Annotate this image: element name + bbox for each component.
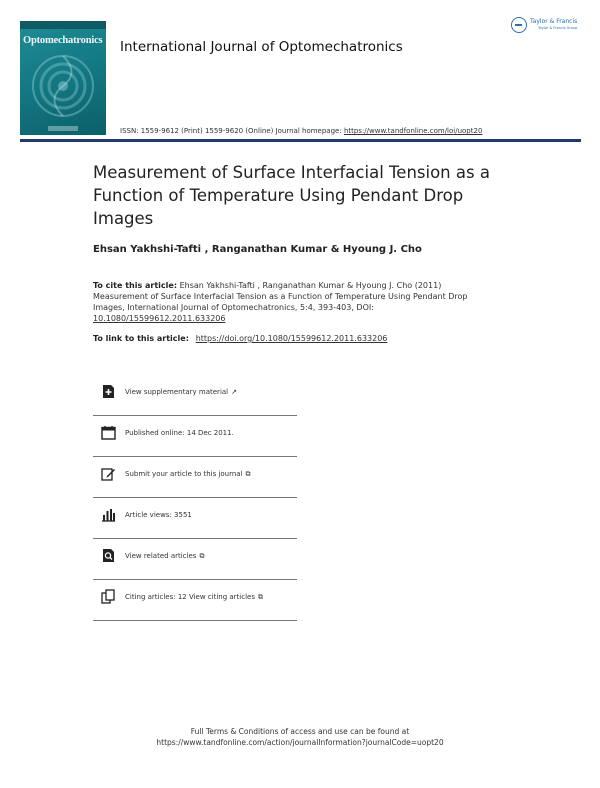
cover-title: Optomechatronics [23, 35, 103, 46]
footer-terms-link[interactable]: https://www.tandfonline.com/action/journalInformation?journalCode=uopt20 [156, 738, 444, 747]
article-views-label: Article views: 3551 [125, 511, 192, 519]
footer-terms-text: Full Terms & Conditions of access and use can be found at [190, 727, 410, 736]
submit-article-label: Submit your article to this journal ⧉ [125, 470, 251, 478]
citing-articles-item[interactable] [93, 580, 297, 621]
citing-articles-icon [101, 589, 116, 604]
submit-article-item[interactable] [93, 457, 297, 498]
cite-text: Ehsan Yakhshi-Tafti , Ranganathan Kumar & Hyoung J. Cho (2011) Measurement of Surface Interfacial Tension as a Function of Temperature Using Pendant Drop Images, International Journal of Optomechatronics, 5:4, 393-403, DOI: [93, 281, 468, 312]
cite-label: To cite this article: [93, 281, 178, 290]
header-divider [20, 139, 581, 142]
issn-line [120, 127, 482, 135]
link-label: To link to this article: [93, 334, 192, 343]
external-link-icon: ⧉ [199, 552, 205, 560]
cover-swirl-graphic [30, 53, 96, 119]
plus-document-icon [101, 384, 116, 399]
article-views-item [93, 498, 297, 539]
article-doi-link[interactable]: https://doi.org/10.1080/15599612.2011.633206 [195, 334, 388, 343]
journal-cover-image [20, 21, 106, 135]
cover-top-bar [20, 21, 106, 29]
publisher-logo-text: Taylor & Francis [530, 18, 578, 25]
edit-icon [101, 466, 116, 481]
issn-text: ISSN: 1559-9612 (Print) 1559-9620 (Online) Journal homepage: [120, 127, 344, 135]
supplementary-material-item[interactable] [93, 375, 297, 416]
related-articles-item[interactable] [93, 539, 297, 580]
external-link-icon: ⧉ [245, 470, 251, 478]
published-online-item [93, 416, 297, 457]
article-info-list [93, 375, 297, 621]
external-link-icon: ↗ [231, 388, 237, 396]
citing-articles-label: Citing articles: 12 View citing articles ⧉ [125, 593, 263, 601]
article-link-line [93, 334, 387, 343]
citation-block [93, 280, 483, 324]
publisher-logo-icon [511, 17, 527, 33]
bar-chart-icon [101, 507, 116, 522]
article-title: Measurement of Surface Interfacial Tension as a Function of Temperature Using Pendant Drop Images [93, 163, 490, 228]
cover-publisher-mark [48, 126, 78, 131]
calendar-icon [101, 425, 116, 440]
related-articles-label: View related articles ⧉ [125, 552, 205, 560]
published-online-label: Published online: 14 Dec 2011. [125, 429, 234, 437]
search-document-icon [101, 548, 116, 563]
publisher-logo[interactable] [511, 17, 583, 37]
article-authors: Ehsan Yakhshi-Tafti , Ranganathan Kumar & Hyoung J. Cho [93, 244, 422, 255]
cite-doi-link[interactable]: 10.1080/15599612.2011.633206 [93, 314, 226, 323]
supplementary-material-label: View supplementary material ↗ [125, 388, 237, 396]
journal-title[interactable]: International Journal of Optomechatronics [120, 39, 403, 55]
journal-homepage-link[interactable]: https://www.tandfonline.com/loi/uopt20 [343, 127, 483, 135]
publisher-logo-subtext: Taylor & Francis Group [538, 26, 578, 30]
footer [0, 726, 600, 748]
external-link-icon: ⧉ [257, 593, 263, 601]
